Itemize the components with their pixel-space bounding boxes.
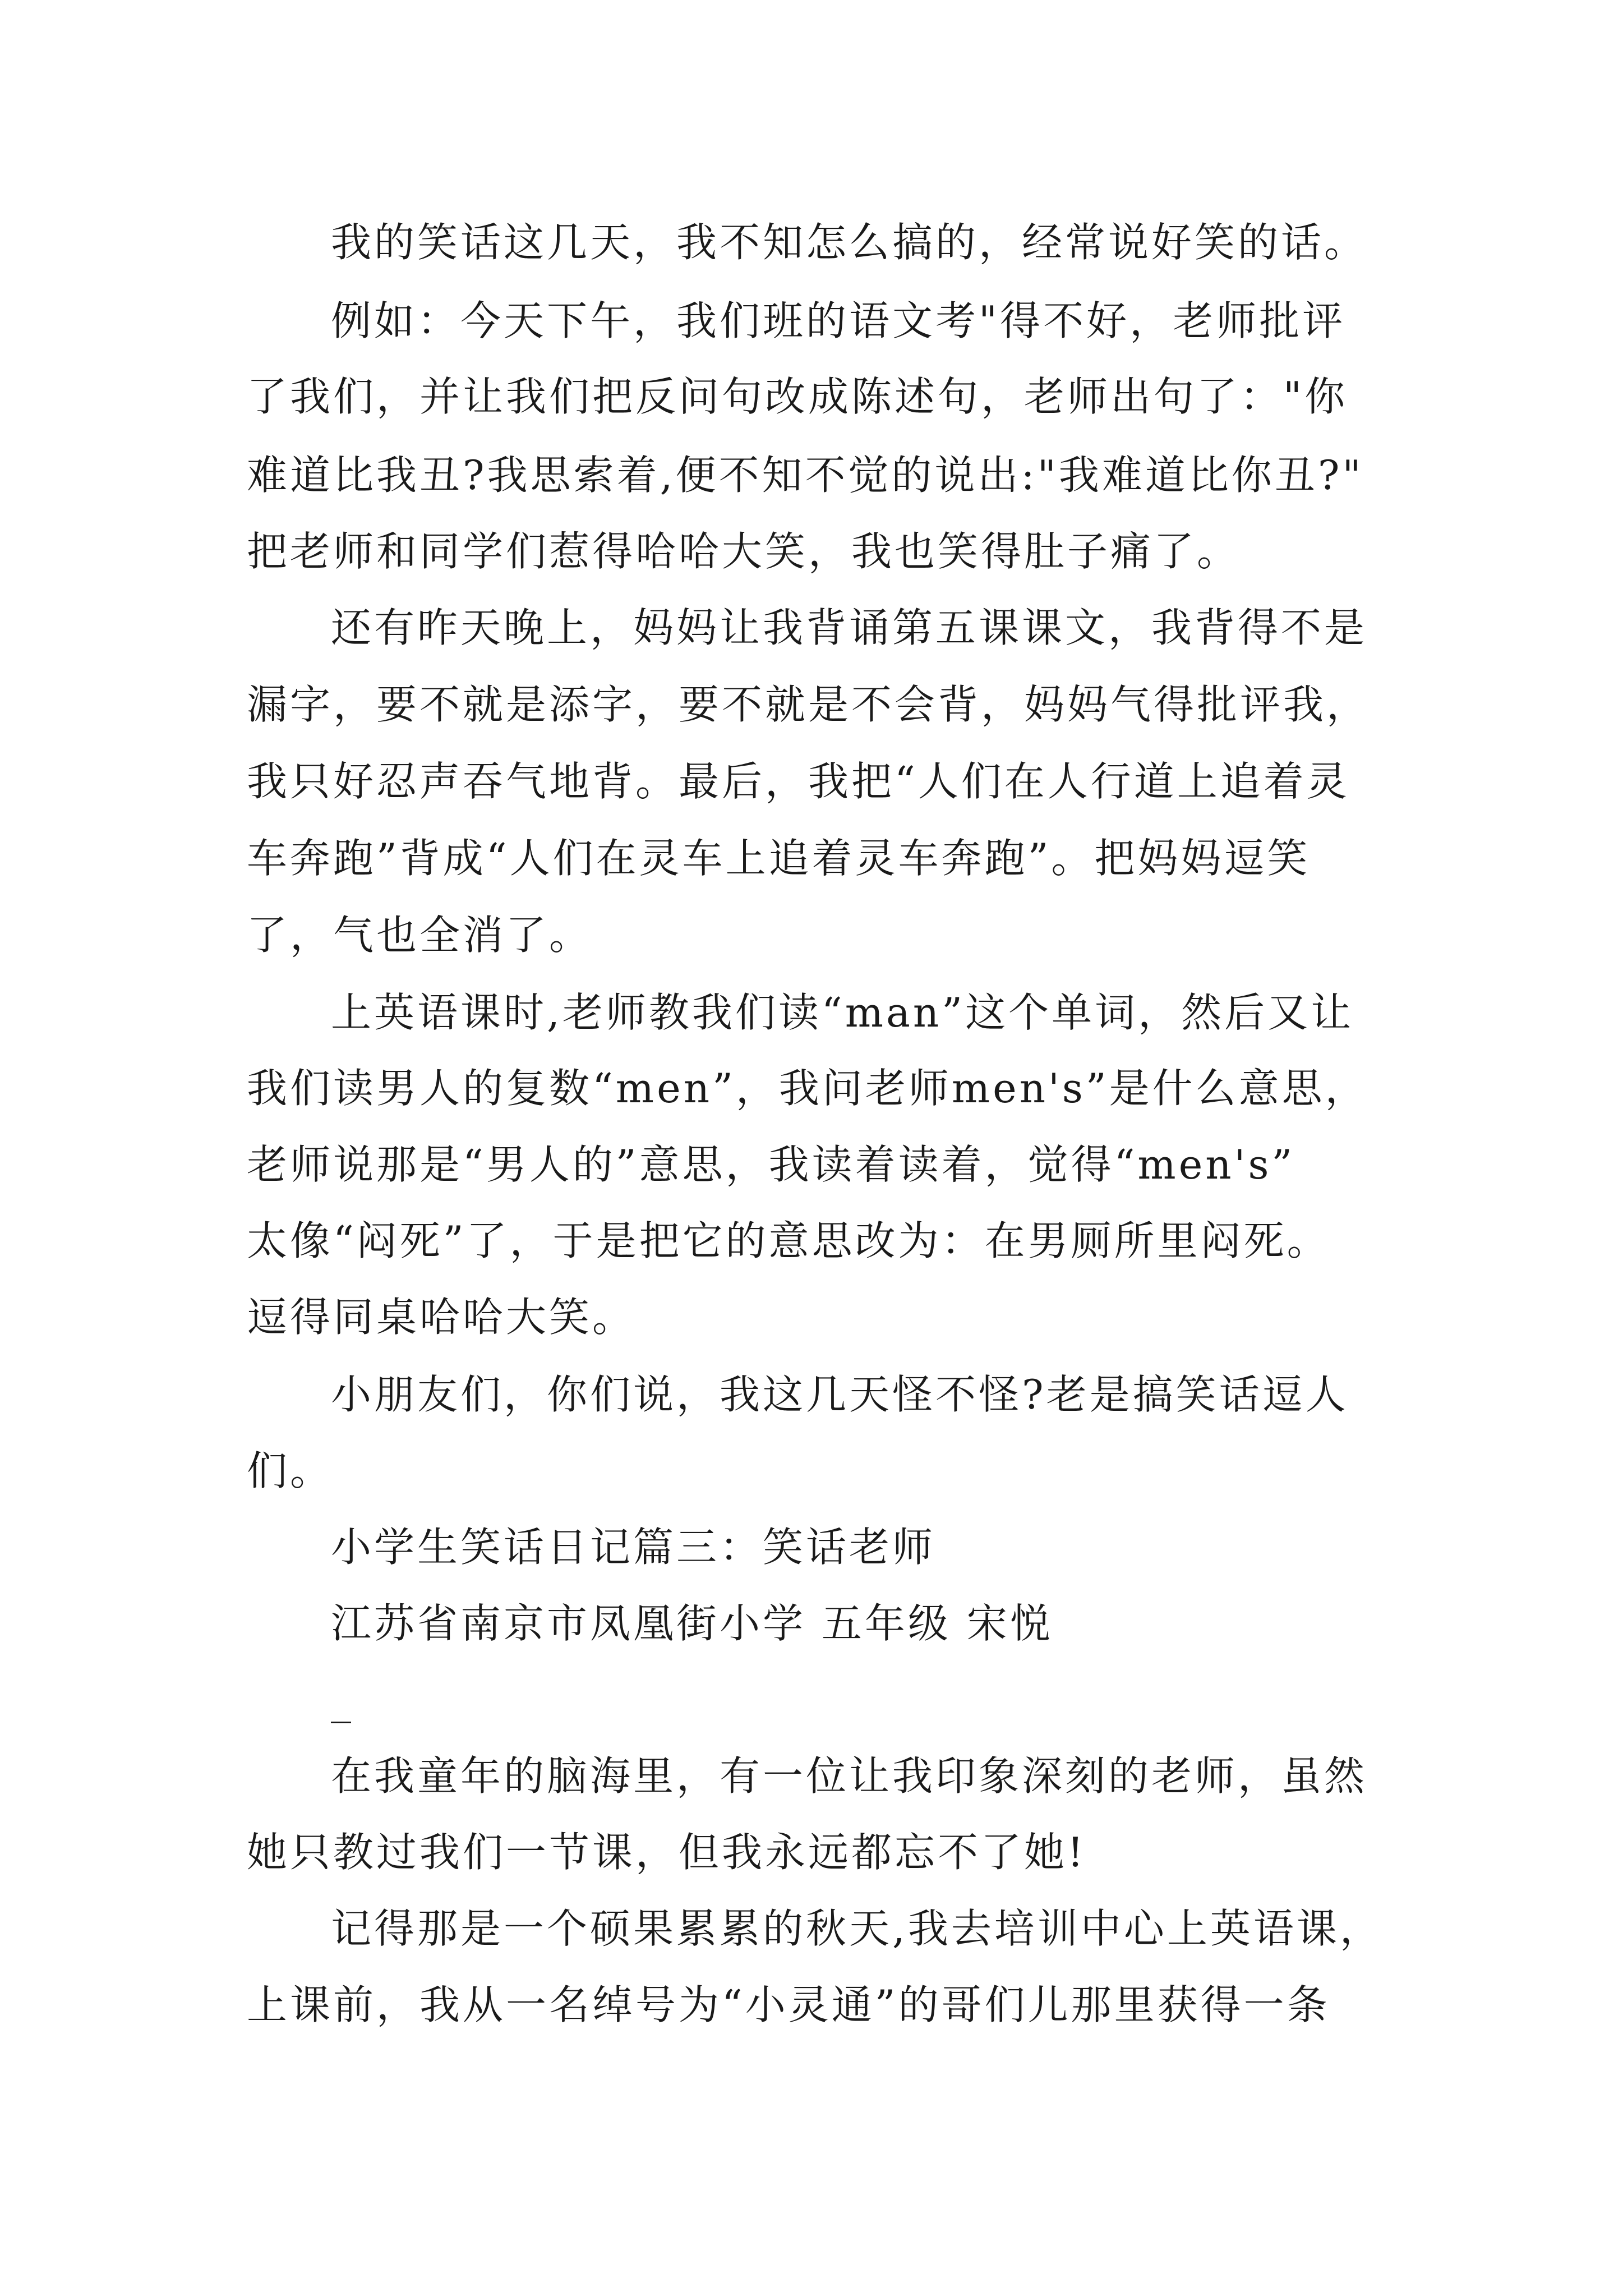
text-line: 上英语课时,老师教我们读“man”这个单词，然后又让: [331, 989, 1354, 1036]
text-line: 她只教过我们一节课，但我永远都忘不了她!: [247, 1829, 1086, 1876]
text-line: 在我童年的脑海里，有一位让我印象深刻的老师，虽然: [331, 1752, 1368, 1800]
text-line: 把老师和同学们惹得哈哈大笑，我也笑得肚子痛了。: [247, 528, 1241, 575]
separator-mark: _: [331, 1676, 354, 1723]
text-line: 我只好忍声吞气地背。最后，我把“人们在人行道上追着灵: [247, 758, 1350, 805]
text-line: 我们读男人的复数“men”，我问老师men's”是什么意思，: [247, 1065, 1368, 1112]
text-line: 了我们，并让我们把反问句改成陈述句，老师出句了："你: [247, 373, 1348, 420]
text-line: 们。: [247, 1447, 334, 1494]
text-line: 难道比我丑?我思索着,便不知不觉的说出:"我难道比你丑?": [247, 452, 1364, 499]
text-line: 小朋友们，你们说，我这几天怪不怪?老是搞笑话逗人: [331, 1371, 1349, 1418]
text-line: 例如：今天下午，我们班的语文考"得不好，老师批评: [331, 297, 1346, 344]
text-line: 我的笑话这几天，我不知怎么搞的，经常说好笑的话。: [331, 219, 1368, 266]
text-line: 老师说那是“男人的”意思，我读着读着，觉得“men's”: [247, 1141, 1295, 1188]
text-line: 车奔跑”背成“人们在灵车上追着灵车奔跑”。把妈妈逗笑: [247, 835, 1311, 882]
author-line: 江苏省南京市凤凰街小学 五年级 宋悦: [331, 1600, 1053, 1647]
text-line: 记得那是一个硕果累累的秋天,我去培训中心上英语课，: [331, 1905, 1383, 1952]
text-line: 还有昨天晚上，妈妈让我背诵第五课课文，我背得不是: [331, 604, 1368, 651]
text-line: 漏字，要不就是添字，要不就是不会背，妈妈气得批评我，: [247, 681, 1370, 728]
text-line: 上课前，我从一名绰号为“小灵通”的哥们儿那里获得一条: [247, 1981, 1330, 2028]
section-heading: 小学生笑话日记篇三：笑话老师: [331, 1524, 936, 1571]
text-line: 了，气也全消了。: [247, 912, 593, 959]
text-line: 太像“闷死”了，于是把它的意思改为：在男厕所里闷死。: [247, 1217, 1330, 1264]
text-line: 逗得同桌哈哈大笑。: [247, 1294, 636, 1341]
